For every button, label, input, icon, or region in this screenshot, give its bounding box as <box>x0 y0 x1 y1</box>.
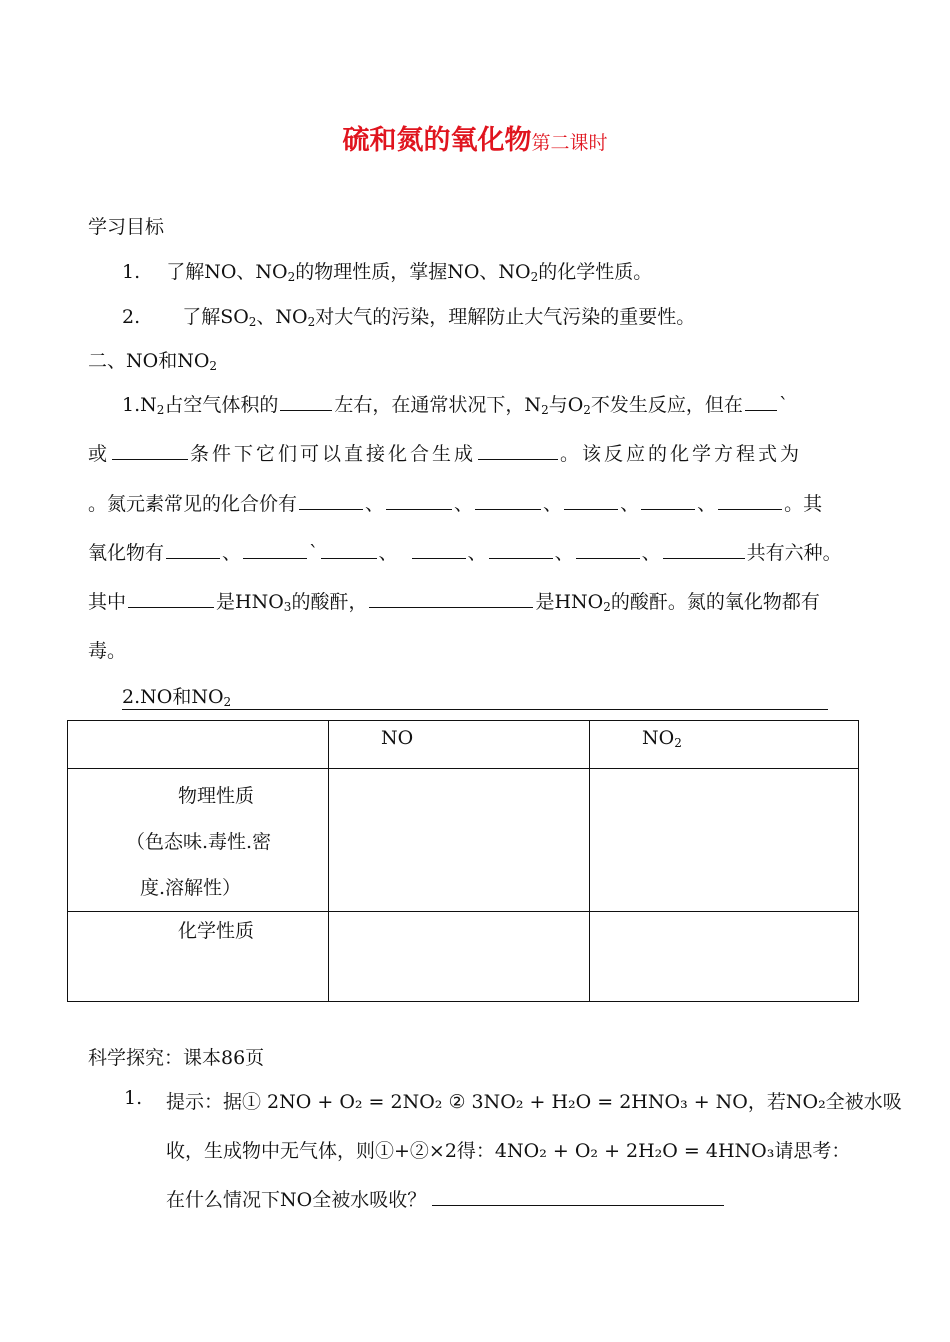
inquiry-line1: 提示：据① 2NO + O₂ = 2NO₂ ② 3NO₂ + H₂O = 2HNO₃ + NO，若NO₂全被水吸 <box>166 1091 902 1113</box>
para1-line6: 毒。 <box>88 640 127 662</box>
fill-blank[interactable] <box>321 540 377 559</box>
fill-blank[interactable] <box>663 540 745 559</box>
objective-1: 1. 了解NO、$NO_2$的物理性质，掌握NO、$NO_2$的化学性质。 <box>122 261 653 284</box>
subheading-no-no2: 2.NO和$NO_2$ <box>122 682 828 710</box>
fill-blank[interactable] <box>489 540 553 559</box>
cell-no-physical[interactable] <box>329 769 590 912</box>
fill-blank[interactable] <box>369 589 533 608</box>
fill-blank[interactable] <box>641 491 695 510</box>
row-chemical-label: 化学性质 <box>68 912 329 1002</box>
fill-blank[interactable] <box>166 540 220 559</box>
fill-blank[interactable] <box>745 392 777 411</box>
table-header-no: NO <box>329 721 590 769</box>
inquiry-line3: 在什么情况下NO全被水吸收？ <box>166 1185 726 1212</box>
section-heading: 二、NO和$NO_2$ <box>88 350 218 373</box>
objectives-heading: 学习目标 <box>88 216 165 238</box>
title-main: 硫和氮的氧化物 <box>342 125 532 156</box>
para1-line4: 氧化物有 、 ` 、 、 、 、 共有六种。 <box>88 542 842 564</box>
inquiry-item-number: 1. <box>124 1087 143 1109</box>
table-header-no2: $NO_2$ <box>590 721 859 769</box>
properties-table <box>67 720 859 1002</box>
fill-blank[interactable] <box>386 491 452 510</box>
objective-2: 2. 了解$SO_2$、$NO_2$对大气的污染，理解防止大气污染的重要性。 <box>122 306 696 329</box>
title-sub: 第二课时 <box>531 132 608 154</box>
fill-blank[interactable] <box>128 589 214 608</box>
fill-blank[interactable] <box>475 491 541 510</box>
cell-no2-chemical[interactable] <box>590 912 859 1002</box>
answer-blank[interactable] <box>432 1187 724 1206</box>
fill-blank[interactable] <box>718 491 782 510</box>
fill-blank[interactable] <box>243 540 307 559</box>
row-physical-label: 物理性质 （色态味.毒性.密 度.溶解性） <box>68 769 329 912</box>
fill-blank[interactable] <box>564 491 618 510</box>
inquiry-heading: 科学探究：课本86页 <box>88 1047 265 1069</box>
page-title <box>0 118 950 157</box>
cell-no2-physical[interactable] <box>590 769 859 912</box>
fill-blank[interactable] <box>280 392 332 411</box>
para1-line2: 或 条件下它们可以直接化合生成 。该反应的化学方程式为 <box>88 443 803 465</box>
fill-blank[interactable] <box>576 540 640 559</box>
cell-no-chemical[interactable] <box>329 912 590 1002</box>
fill-blank[interactable] <box>412 540 466 559</box>
inquiry-line2: 收，生成物中无气体，则①+②×2得：4NO₂ + O₂ + 2H₂O = 4HNO₃请思考： <box>166 1140 851 1162</box>
fill-blank[interactable] <box>299 491 363 510</box>
para1-line5: 其中 是$HNO_3$的酸酐， 是$HNO_2$的酸酐。氮的氧化物都有 <box>88 591 820 614</box>
fill-blank[interactable] <box>112 441 188 460</box>
table-corner-cell <box>68 721 329 769</box>
fill-blank[interactable] <box>478 441 558 460</box>
para1-line1: $1.N_2$占空气体积的 左右，在通常状况下，$N_2$与$O_2$不发生反应，但在 ` <box>122 394 789 417</box>
para1-line3: 。氮元素常见的化合价有 、 、 、 、 、 。其 <box>88 493 823 515</box>
